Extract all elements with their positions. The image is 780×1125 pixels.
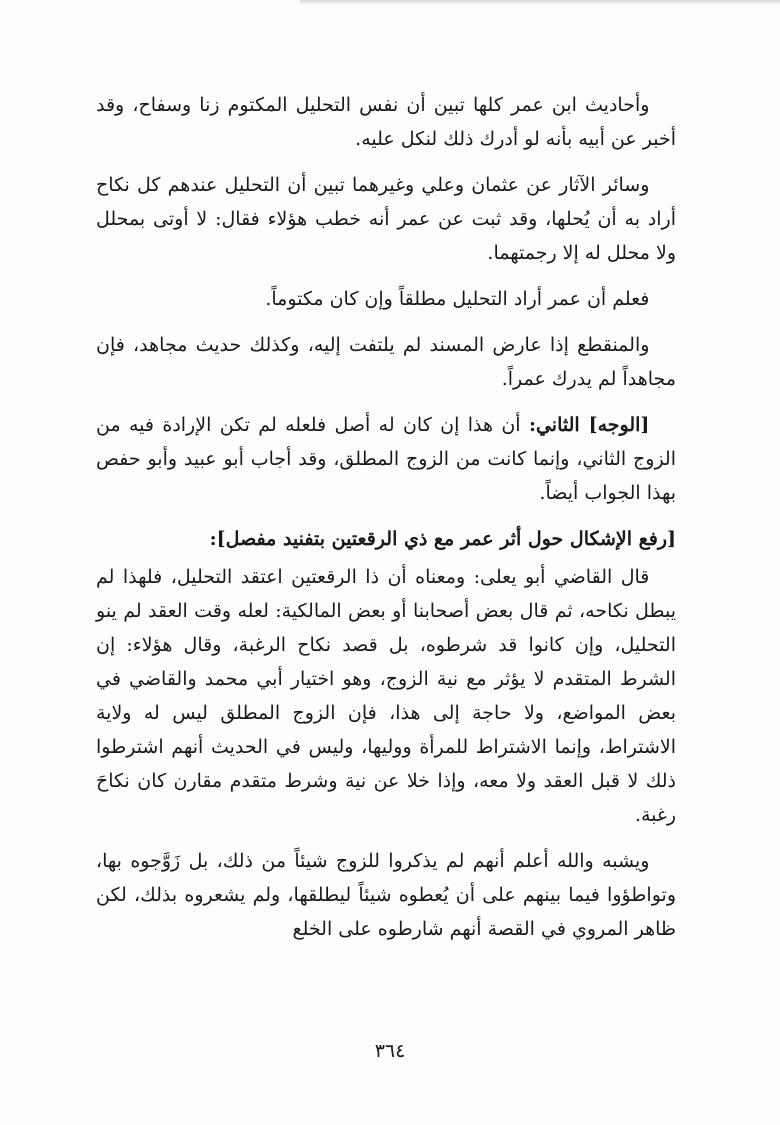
paragraph-munqati: والمنقطع إذا عارض المسند لم يلتفت إليه، وكذلك حديث مجاهد، فإن مجاهداً لم يدرك عمراً.	[96, 334, 676, 390]
paragraph-ibn-umar-hadiths: وأحاديث ابن عمر كلها تبين أن نفس التحليل المكتوم زنا وسفاح، وقد أخبر عن أبيه بأنه لو أدرك ذلك لنكل عليه.	[96, 94, 676, 150]
paragraph-conclusion: ويشبه والله أعلم أنهم لم يذكروا للزوج شيئاً من ذلك، بل زَوَّجوه بها، وتواطؤوا فيما بينهم على أن يُعطوه شيئاً ليطلقها، ولم يشعروه بذلك، لكن ظاهر المروي في القصة أنهم شارطوه على الخلع	[96, 850, 676, 940]
paragraph-athar: وسائر الآثار عن عثمان وعلي وغيرهما تبين أن التحليل عندهم كل نكاح أراد به أن يُحلها، وقد ثبت عن عمر أنه خطب هؤلاء فقال: لا أوتى بمحلل ولا محلل له إلا رجمتهما.	[96, 174, 676, 264]
paragraph-second-aspect	[96, 408, 676, 510]
second-aspect-label: [الوجه] الثاني:	[528, 414, 650, 436]
page-body	[96, 88, 676, 958]
section-heading: [رفع الإشكال حول أثر عمر مع ذي الرقعتين بتفنيد مفصل]:	[209, 528, 676, 550]
paragraph-qadi-abu-yala: قال القاضي أبو يعلى: ومعناه أن ذا الرقعتين اعتقد التحليل، فلهذا لم يبطل نكاحه، ثم قال بعض أصحابنا أو بعض المالكية: لعله وقت العقد لم ينو التحليل، وإن كانوا قد شرطوه، بل قصد نكاح الرغبة، وقال هؤلاء: إن الشرط المتقدم لا يؤثر مع نية الزوج، وهو اختيار أبي محمد والقاضي في بعض المواضع، ولا حاجة إلى هذا، فإن الزوج المطلق ليس له ولاية الاشتراط، وإنما الاشتراط للمرأة ووليها، وليس في الحديث أنهم اشترطوا ذلك لا قبل العقد ولا معه، وإذا خلا عن نية وشرط متقدم مقارن كان نكاحَ رغبة.	[96, 566, 676, 826]
paragraph-umar-intent: فعلم أن عمر أراد التحليل مطلقاً وإن كان مكتوماً.	[265, 288, 650, 310]
page-number: ٣٦٤	[374, 1040, 406, 1062]
second-aspect-text: أن هذا إن كان له أصل فلعله لم تكن الإرادة فيه من الزوج الثاني، وإنما كانت من الزوج المطلق، وقد أجاب أبو عبيد وأبو حفص بهذا الجواب أيضاً.	[96, 414, 676, 504]
scan-edge-shadow	[300, 0, 780, 4]
